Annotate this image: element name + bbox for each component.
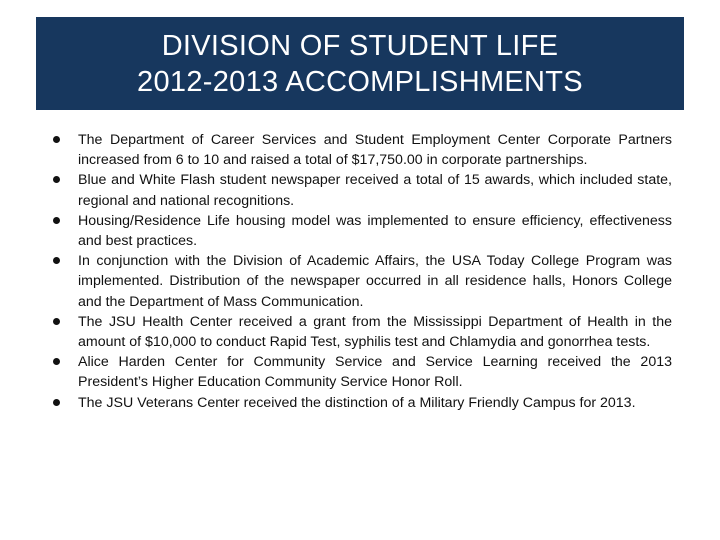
list-item [50,170,672,210]
bullet-icon [53,257,60,264]
bullet-icon [53,358,60,365]
list-item-text: Alice Harden Center for Community Service and Service Learning received the 2013 President’s Higher Education Community Service Honor Roll. [78,354,672,391]
page-title-line-1: DIVISION OF STUDENT LIFE [161,29,559,62]
page-title-line-2: 2012-2013 ACCOMPLISHMENTS [137,65,583,98]
list-item [50,211,672,251]
list-item-text: Housing/Residence Life housing model was implemented to ensure efficiency, effectiveness and best practices. [78,212,672,250]
title-banner [36,17,684,110]
accomplishments-list [50,130,672,413]
bullet-icon [53,136,60,143]
list-item-text: The Department of Career Services and Student Employment Center Corporate Partners increased from 6 to 10 and raised a total of $17,750.00 in corporate partnerships. [78,132,672,169]
bullet-icon [53,176,60,183]
bullet-icon [53,318,60,325]
bullet-icon [53,399,60,406]
bullet-icon [53,217,60,224]
list-item-text: The JSU Veterans Center received the distinction of a Military Friendly Campus for 2013. [78,394,636,411]
list-item [50,130,672,170]
list-item [50,312,672,352]
list-item-text: In conjunction with the Division of Academic Affairs, the USA Today College Program was implemented. Distribution of the newspaper occurred in all residence halls, Honors College and the Department of Mass Communication. [78,253,672,310]
list-item-text: Blue and White Flash student newspaper received a total of 15 awards, which included state, regional and national recognitions. [78,172,672,209]
list-item [50,251,672,312]
list-item-text: The JSU Health Center received a grant from the Mississippi Department of Health in the amount of $10,000 to conduct Rapid Test, syphilis test and Chlamydia and gonorrhea tests. [78,313,672,351]
list-item [50,352,672,392]
list-item [50,393,672,413]
